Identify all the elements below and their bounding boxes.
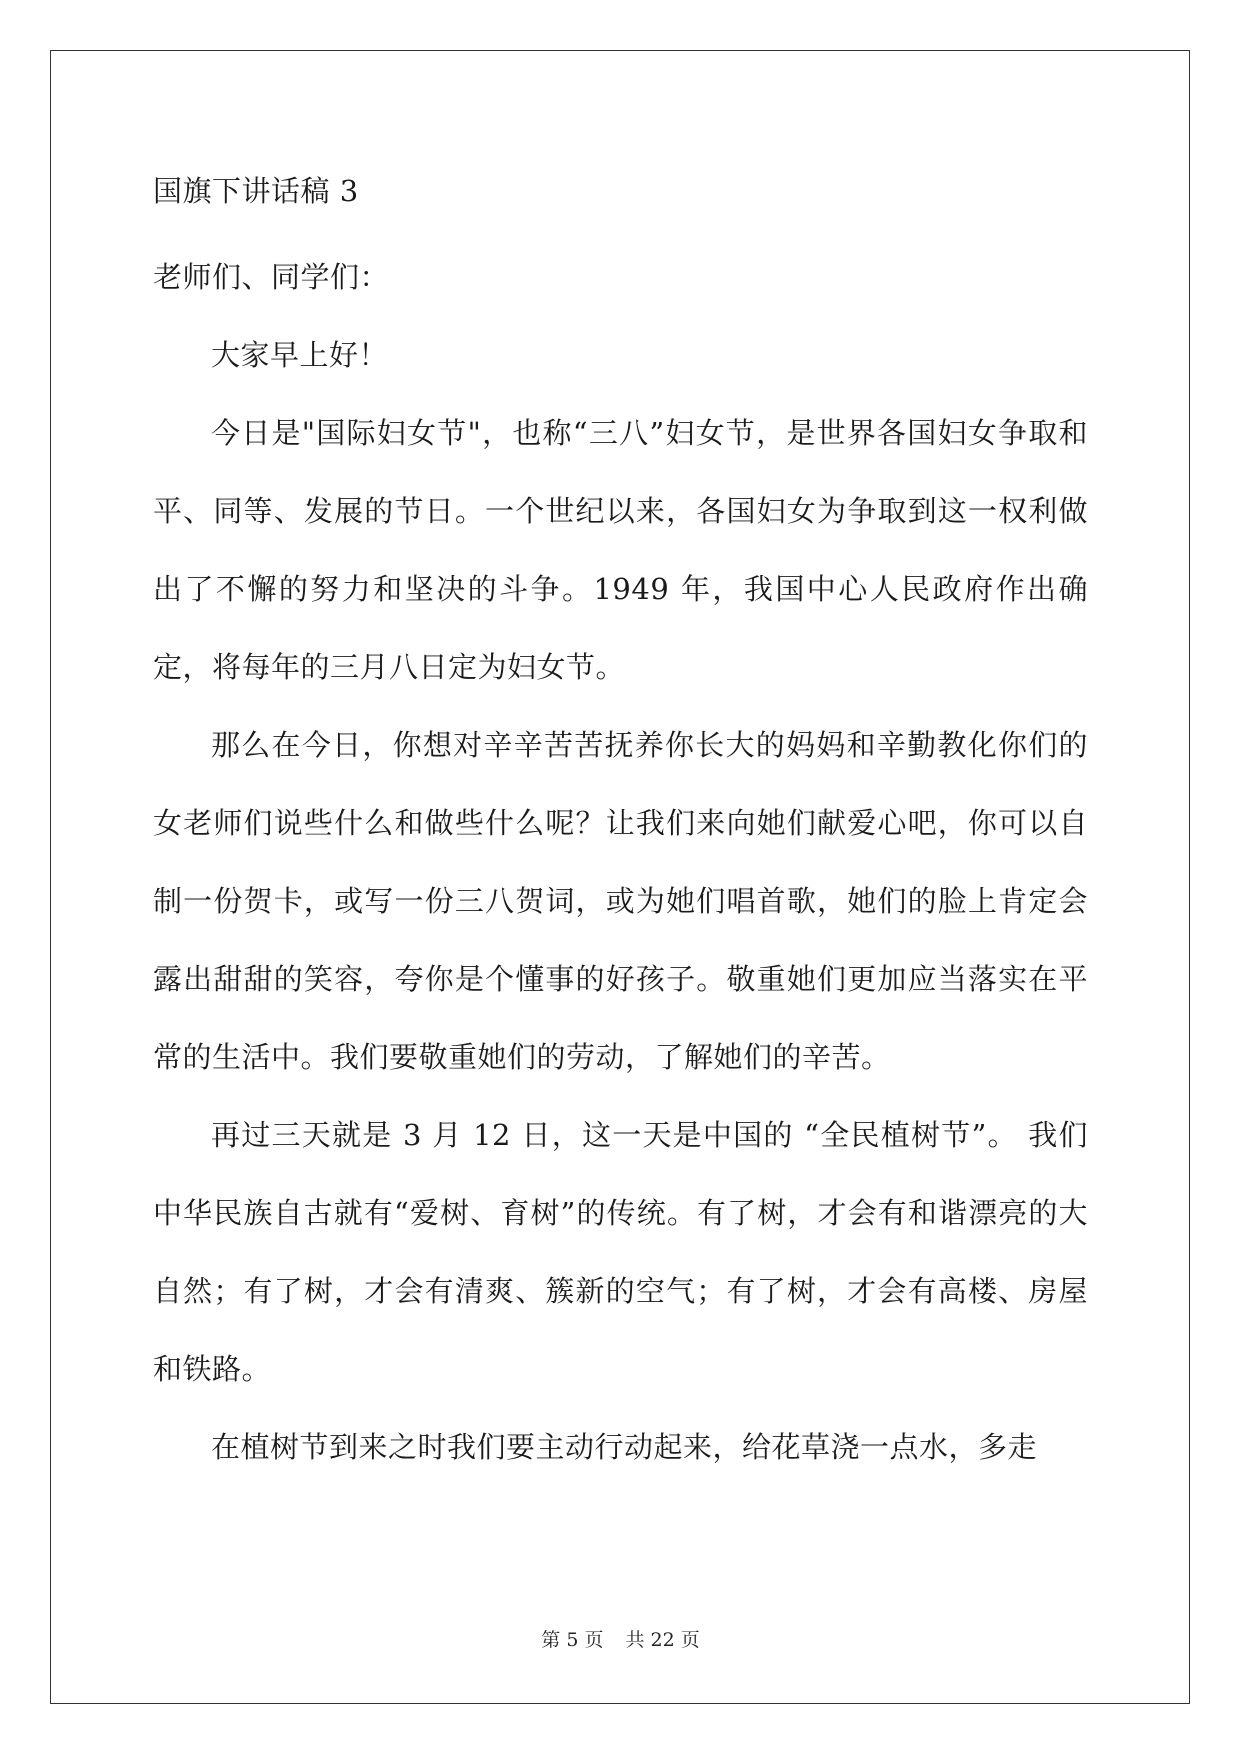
paragraph-arbor-day: 再过三天就是 3 月 12 日，这一天是中国的 “全民植树节”。 我们中华民族自古就有“爱树、育树”的传统。有了树，才会有和谐漂亮的大自然；有了树，才会有清爽、簇新的空气；有了树，才会有高楼、房屋和铁路。: [153, 1118, 1088, 1386]
page-total: 共 22 页: [625, 1629, 700, 1651]
page-footer: [0, 1625, 1241, 1652]
salutation: 老师们、同学们：: [153, 260, 390, 294]
paragraph-greeting: 大家早上好！: [211, 338, 389, 372]
paragraph-take-action: 在植树节到来之时我们要主动行动起来，给花草浇一点水，多走: [211, 1430, 1038, 1464]
paragraph-womens-day: 今日是"国际妇女节"，也称“三八”妇女节，是世界各国妇女争取和平、同等、发展的节日。一个世纪以来，各国妇女为争取到这一权利做出了不懈的努力和坚决的斗争。1949 年，我国中心人民政府作出确定，将每年的三月八日定为妇女节。: [153, 416, 1088, 684]
document-title: 国旗下讲话稿 3: [153, 174, 359, 208]
document-body: [153, 160, 1088, 1486]
page-number: 第 5 页: [541, 1629, 604, 1651]
paragraph-respect-mothers: 那么在今日，你想对辛辛苦苦抚养你长大的妈妈和辛勤教化你们的女老师们说些什么和做些什么呢？让我们来向她们献爱心吧，你可以自制一份贺卡，或写一份三八贺词，或为她们唱首歌，她们的脸上肯定会露出甜甜的笑容，夸你是个懂事的好孩子。敬重她们更加应当落实在平常的生活中。我们要敬重她们的劳动，了解她们的辛苦。: [153, 728, 1088, 1074]
